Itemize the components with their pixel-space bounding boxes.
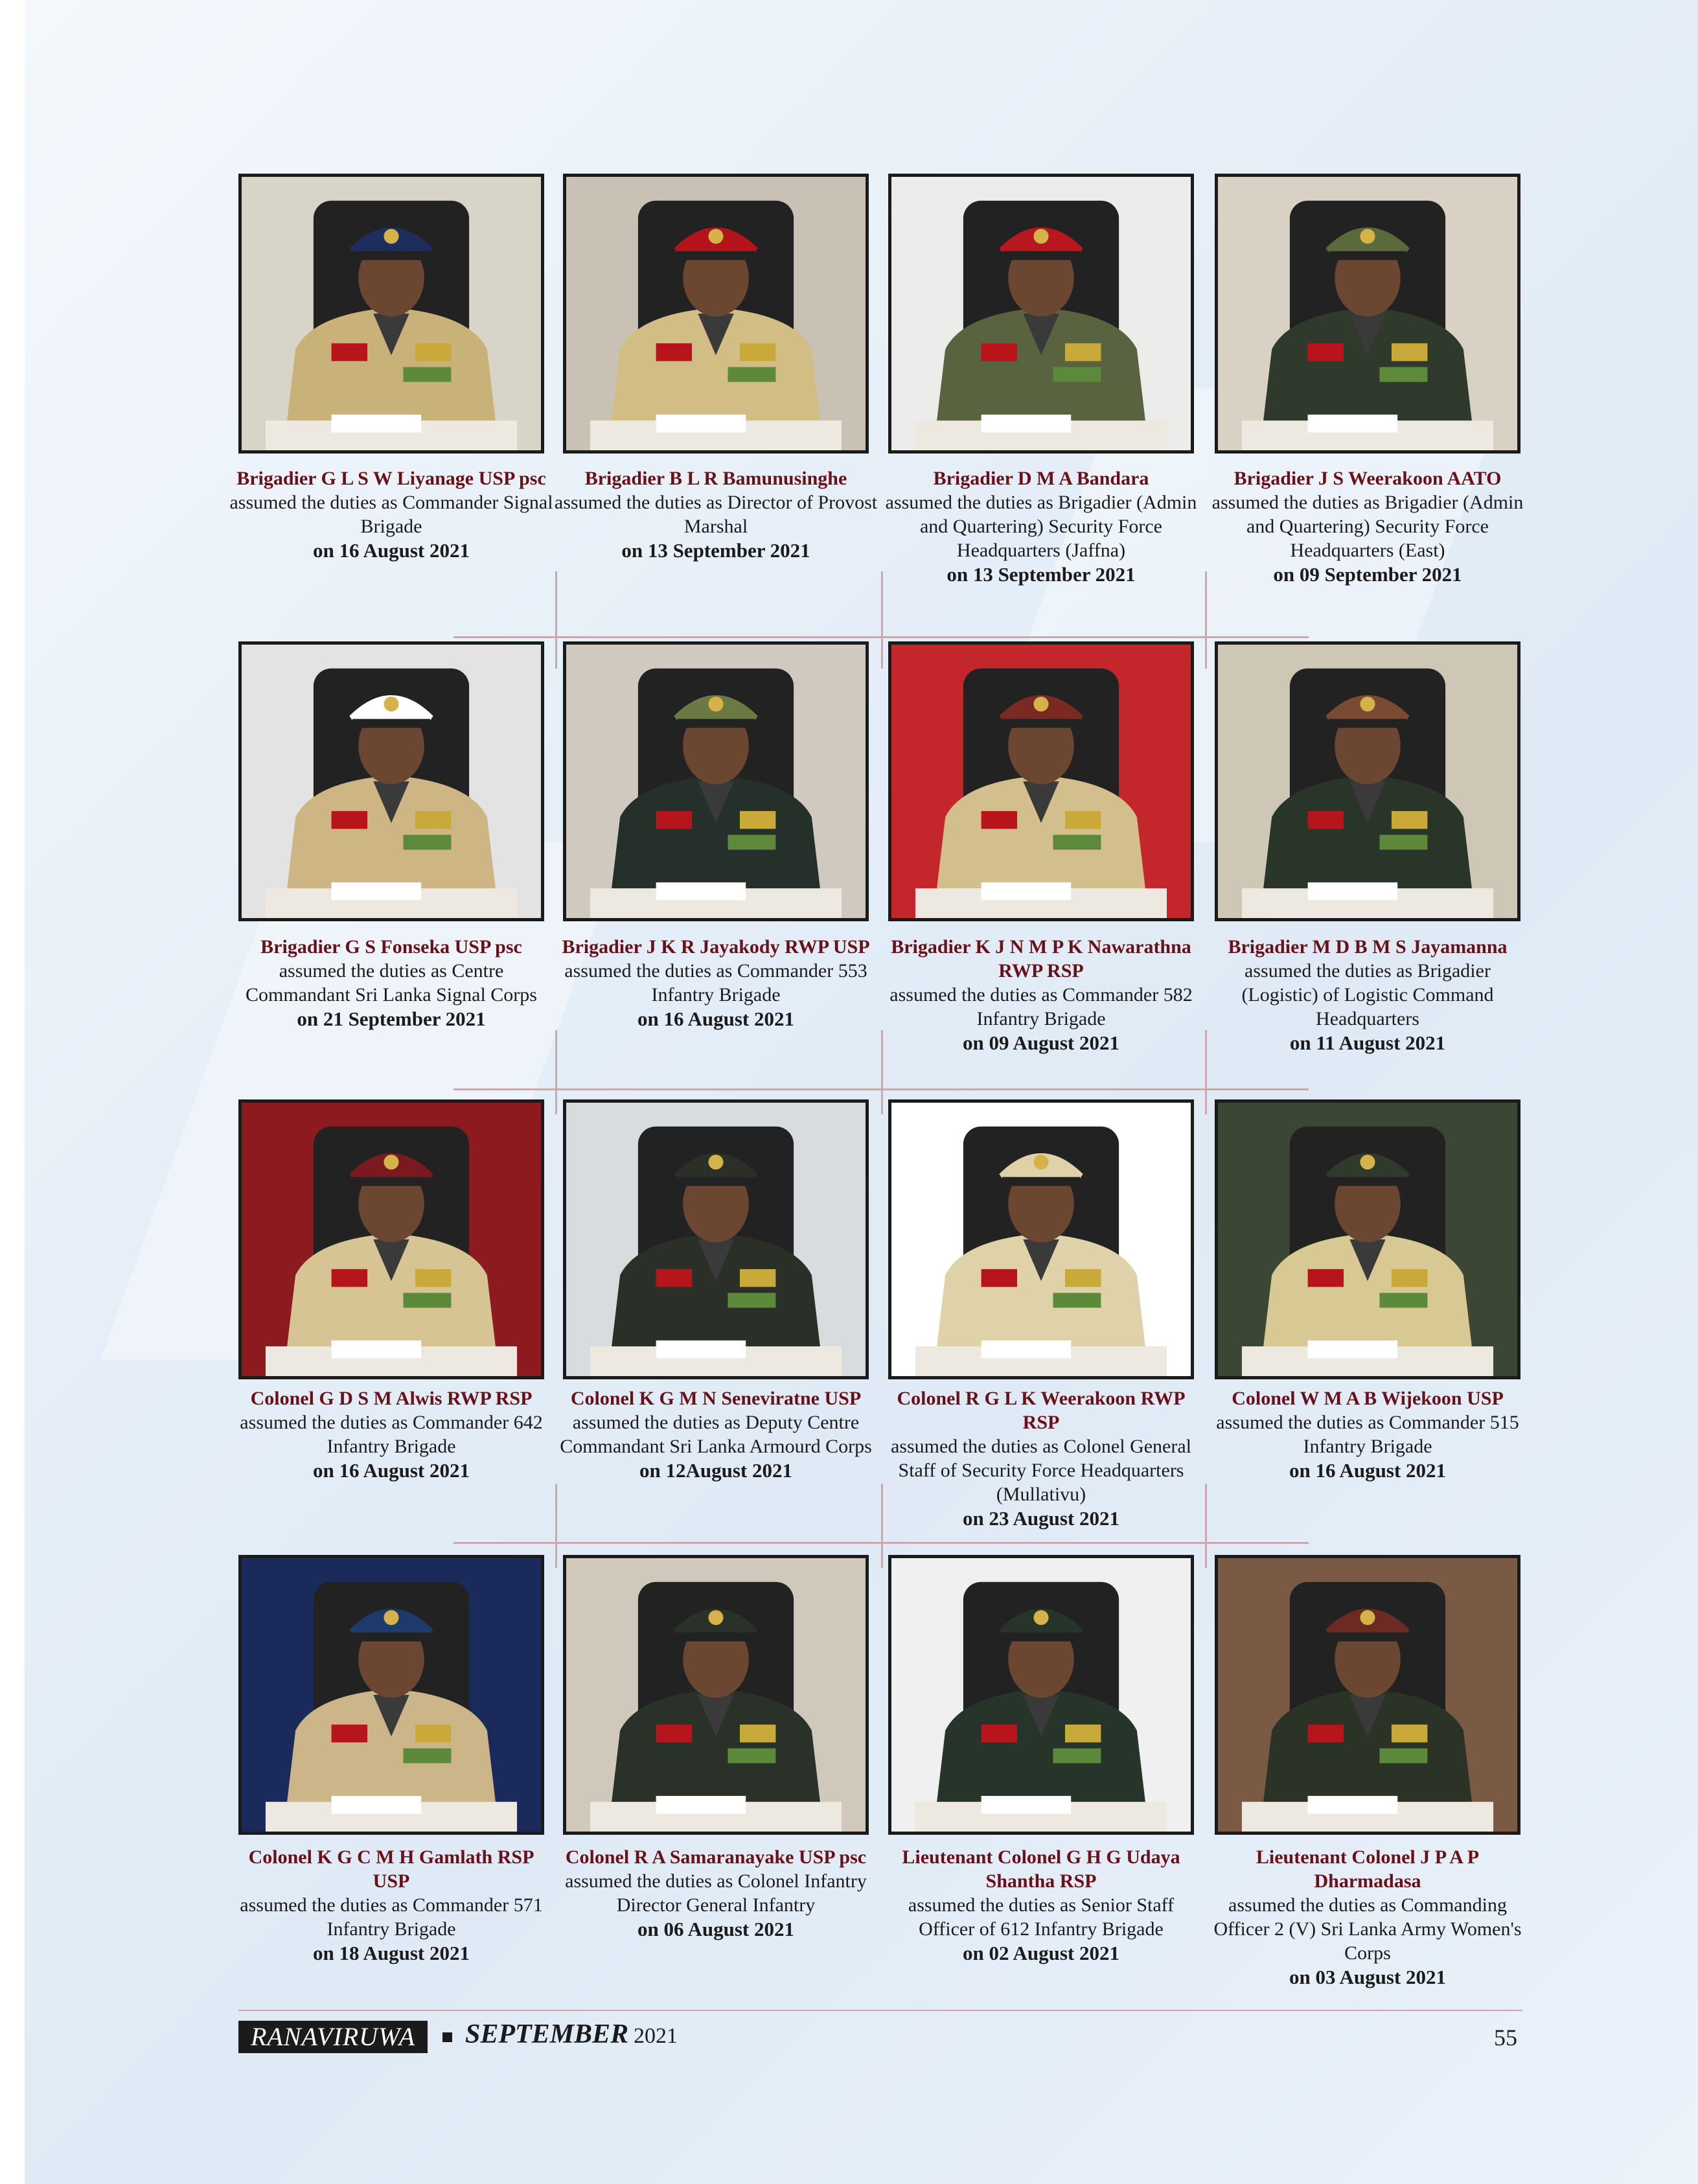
page-number: 55 bbox=[1494, 2025, 1517, 2051]
appointment-date: on 21 September 2021 bbox=[297, 1007, 486, 1030]
grid-line bbox=[453, 636, 1309, 638]
officer-caption bbox=[229, 466, 553, 562]
officer-caption bbox=[229, 1845, 553, 1965]
officer-name: Colonel R A Samaranayake USP psc bbox=[565, 1846, 867, 1868]
appointment-date: on 03 August 2021 bbox=[1289, 1966, 1447, 1988]
officer-caption bbox=[1206, 466, 1530, 586]
officer-name: Brigadier G L S W Liyanage USP psc bbox=[236, 468, 546, 489]
officer-appointment: assumed the duties as Colonel Infantry Director General Infantry bbox=[565, 1870, 867, 1916]
officer-name: Brigadier J K R Jayakody RWP USP bbox=[562, 936, 870, 958]
officer-caption bbox=[879, 935, 1203, 1055]
officer-appointment: assumed the duties as Centre Commandant Sri Lanka Signal Corps bbox=[246, 960, 537, 1006]
appointment-date: on 23 August 2021 bbox=[962, 1507, 1120, 1530]
officer-appointment: assumed the duties as Colonel General Staff of Security Force Headquarters (Mullativu) bbox=[890, 1436, 1192, 1505]
officer-appointment: assumed the duties as Commander 582 Infantry Brigade bbox=[889, 984, 1193, 1029]
footer-bullet bbox=[442, 2032, 452, 2042]
officer-name: Brigadier B L R Bamunusinghe bbox=[584, 468, 847, 489]
appointment-date: on 09 September 2021 bbox=[1273, 563, 1462, 586]
magazine-title: RANAVIRUWA bbox=[238, 2021, 428, 2053]
grid-line bbox=[555, 571, 557, 669]
appointment-date: on 11 August 2021 bbox=[1289, 1031, 1446, 1054]
officer-photo bbox=[563, 1099, 869, 1379]
officer-name: Colonel K G M N Seneviratne USP bbox=[570, 1388, 862, 1409]
officer-photo bbox=[238, 1099, 544, 1379]
grid-line bbox=[1205, 1484, 1207, 1568]
appointment-date: on 18 August 2021 bbox=[312, 1942, 470, 1964]
officer-name: Brigadier K J N M P K Nawarathna RWP RSP bbox=[891, 936, 1191, 982]
officer-name: Lieutenant Colonel J P A P Dharmadasa bbox=[1256, 1846, 1480, 1892]
footer-rule bbox=[238, 2010, 1522, 2011]
officer-caption bbox=[1206, 1386, 1530, 1482]
officer-photo bbox=[1215, 1555, 1520, 1835]
officer-photo bbox=[888, 174, 1194, 454]
officer-photo bbox=[563, 1555, 869, 1835]
issue-year: 2021 bbox=[634, 2024, 678, 2048]
appointment-date: on 13 September 2021 bbox=[947, 563, 1136, 586]
officer-appointment: assumed the duties as Commanding Officer 2 (V) Sri Lanka Army Women's Corps bbox=[1213, 1894, 1522, 1964]
grid-line bbox=[555, 1030, 557, 1114]
officer-photo bbox=[888, 1099, 1194, 1379]
appointment-date: on 16 August 2021 bbox=[312, 539, 470, 562]
officer-caption bbox=[879, 1845, 1203, 1965]
officer-name: Brigadier J S Weerakoon AATO bbox=[1233, 468, 1502, 489]
officer-appointment: assumed the duties as Director of Provost Marshal bbox=[554, 492, 878, 537]
officer-photo bbox=[888, 641, 1194, 921]
officer-appointment: assumed the duties as Commander Signal Brigade bbox=[229, 492, 553, 537]
officer-caption bbox=[1206, 1845, 1530, 1989]
officer-name: Colonel R G L K Weerakoon RWP RSP bbox=[897, 1388, 1186, 1433]
officer-caption bbox=[229, 1386, 553, 1482]
officer-photo bbox=[238, 174, 544, 454]
officer-photo bbox=[563, 641, 869, 921]
officer-name: Brigadier D M A Bandara bbox=[933, 468, 1149, 489]
officer-appointment: assumed the duties as Brigadier (Admin and Quartering) Security Force Headquarters (Jaffna) bbox=[885, 492, 1197, 561]
officer-appointment: assumed the duties as Deputy Centre Commandant Sri Lanka Armourd Corps bbox=[560, 1412, 872, 1457]
officer-name: Colonel G D S M Alwis RWP RSP bbox=[250, 1388, 533, 1409]
officer-photo bbox=[238, 641, 544, 921]
officer-photo bbox=[563, 174, 869, 454]
officer-photo bbox=[238, 1555, 544, 1835]
appointment-date: on 13 September 2021 bbox=[621, 539, 810, 562]
appointment-date: on 06 August 2021 bbox=[637, 1918, 795, 1940]
officer-name: Colonel K G C M H Gamlath RSP USP bbox=[248, 1846, 534, 1892]
grid-line bbox=[453, 1542, 1309, 1544]
officer-appointment: assumed the duties as Senior Staff Officer of 612 Infantry Brigade bbox=[908, 1894, 1175, 1940]
officer-photo bbox=[1215, 641, 1520, 921]
page-margin-strip bbox=[0, 0, 25, 2184]
officer-appointment: assumed the duties as Commander 571 Infantry Brigade bbox=[240, 1894, 543, 1940]
officer-caption bbox=[879, 466, 1203, 586]
officer-caption bbox=[229, 935, 553, 1031]
appointment-date: on 12August 2021 bbox=[639, 1459, 792, 1482]
appointment-date: on 02 August 2021 bbox=[962, 1942, 1120, 1964]
grid-line bbox=[453, 1088, 1309, 1090]
grid-line bbox=[555, 1484, 557, 1568]
officer-appointment: assumed the duties as Brigadier (Logistic) of Logistic Command Headquarters bbox=[1241, 960, 1494, 1029]
issue-month: SEPTEMBER bbox=[465, 2019, 629, 2049]
officer-caption bbox=[554, 1845, 878, 1941]
appointment-date: on 09 August 2021 bbox=[962, 1031, 1120, 1054]
officer-photo bbox=[1215, 174, 1520, 454]
officer-name: Brigadier M D B M S Jayamanna bbox=[1228, 936, 1508, 958]
officer-caption bbox=[554, 466, 878, 562]
officer-appointment: assumed the duties as Commander 515 Infantry Brigade bbox=[1216, 1412, 1519, 1457]
officer-name: Lieutenant Colonel G H G Udaya Shantha RSP bbox=[902, 1846, 1180, 1892]
appointment-date: on 16 August 2021 bbox=[1289, 1459, 1447, 1482]
officer-name: Brigadier G S Fonseka USP psc bbox=[260, 936, 522, 958]
officer-caption bbox=[1206, 935, 1530, 1055]
officer-appointment: assumed the duties as Commander 642 Infantry Brigade bbox=[240, 1412, 543, 1457]
officer-caption bbox=[879, 1386, 1203, 1530]
appointment-date: on 16 August 2021 bbox=[637, 1007, 795, 1030]
officer-caption bbox=[554, 935, 878, 1031]
officer-appointment: assumed the duties as Brigadier (Admin and Quartering) Security Force Headquarters (East) bbox=[1211, 492, 1524, 561]
officer-name: Colonel W M A B Wijekoon USP bbox=[1232, 1388, 1504, 1409]
officer-caption bbox=[554, 1386, 878, 1482]
officer-photo bbox=[888, 1555, 1194, 1835]
officer-photo bbox=[1215, 1099, 1520, 1379]
appointment-date: on 16 August 2021 bbox=[312, 1459, 470, 1482]
officer-appointment: assumed the duties as Commander 553 Infantry Brigade bbox=[564, 960, 867, 1006]
